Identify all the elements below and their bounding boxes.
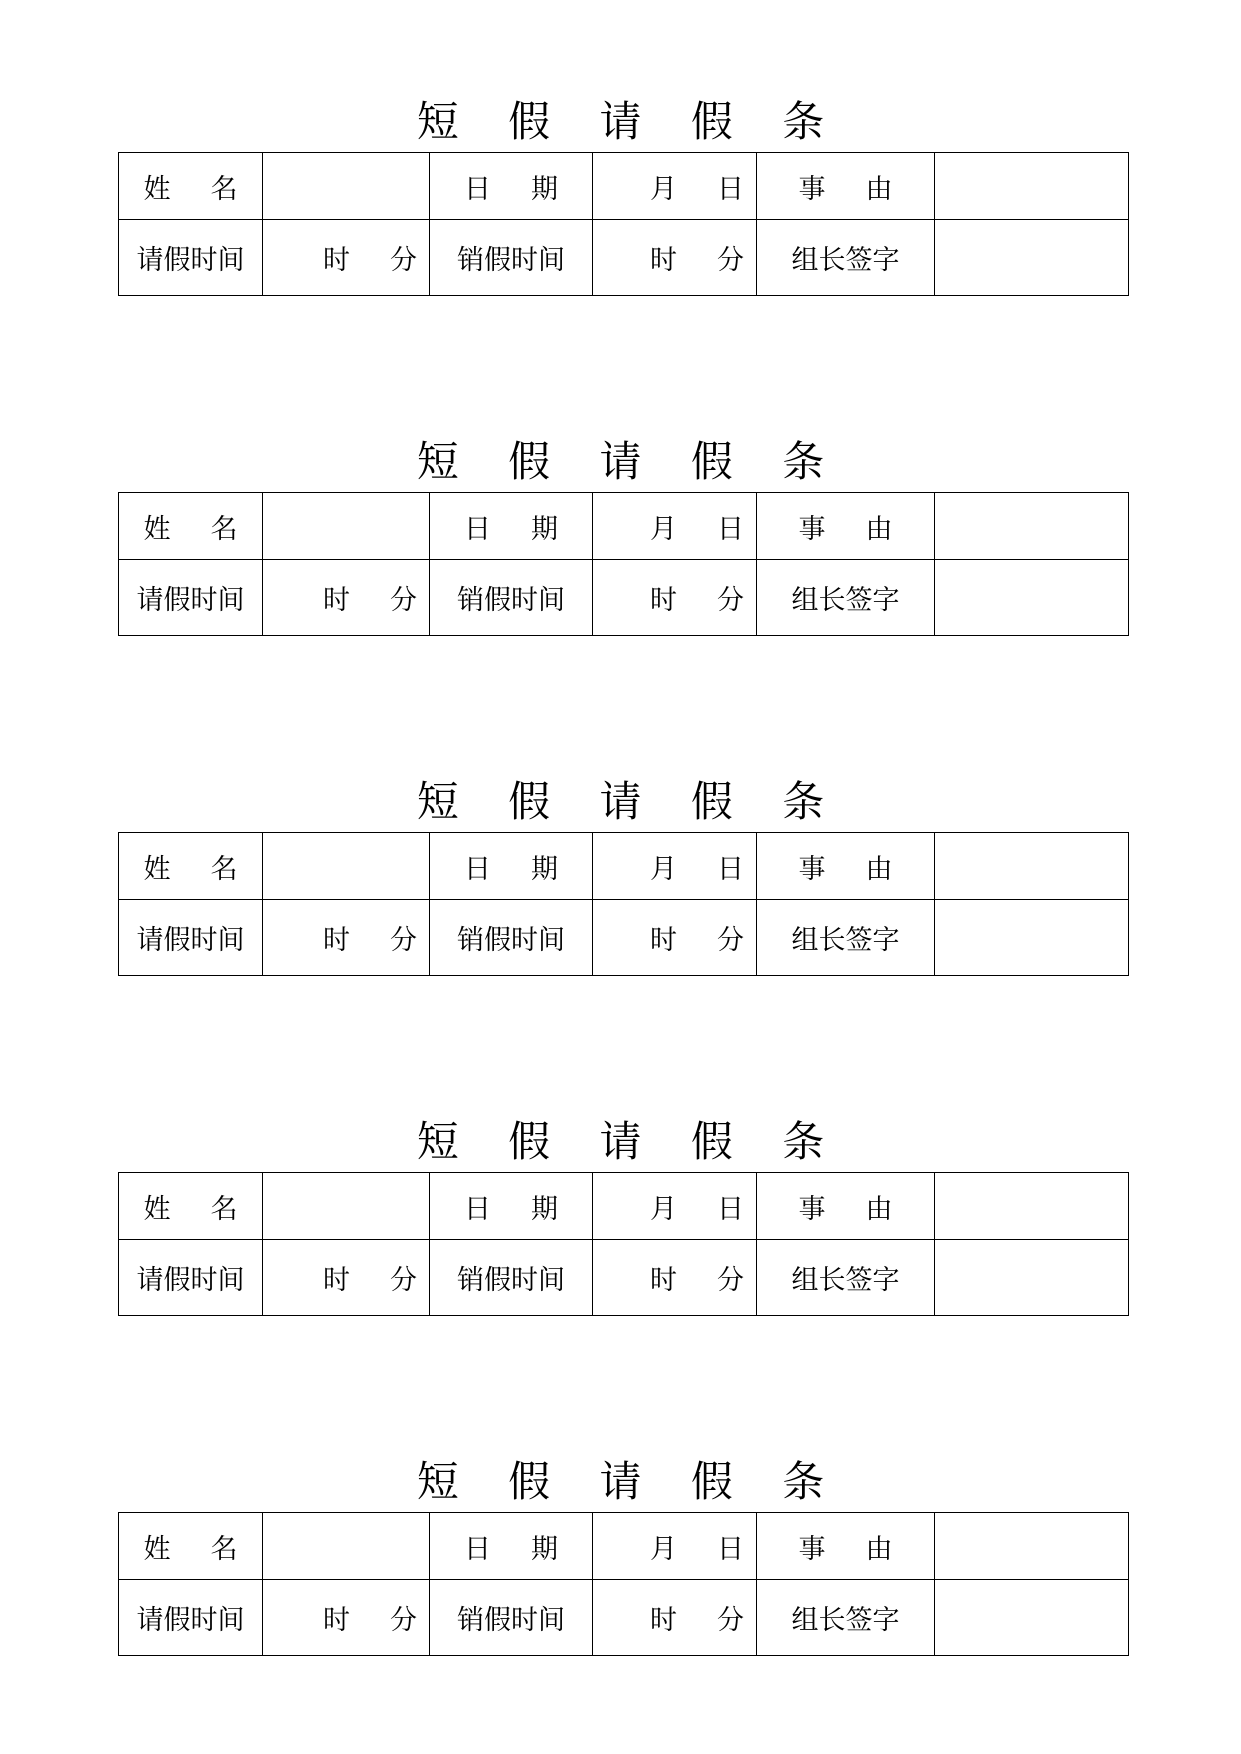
slip-title: 短 假 请 假 条 xyxy=(416,1457,843,1506)
leave-slip-table xyxy=(118,832,1129,976)
signature-input-cell[interactable] xyxy=(935,1580,1129,1656)
name-label-char2: 名 xyxy=(210,853,238,885)
slip-row-1 xyxy=(119,153,1129,220)
leave-slip-table xyxy=(118,1172,1129,1316)
return-hour-unit: 时 xyxy=(650,1605,677,1636)
signature-input-cell[interactable] xyxy=(935,1240,1129,1316)
name-label-char2: 名 xyxy=(210,1533,238,1565)
name-label-char2: 名 xyxy=(210,1193,238,1225)
reason-label-char2: 由 xyxy=(865,1533,893,1565)
leave-slip-table xyxy=(118,1512,1129,1656)
leave-time-label: 请假时间 xyxy=(119,900,263,976)
date-label-cell xyxy=(430,493,593,560)
slip-title: 短 假 请 假 条 xyxy=(416,437,843,486)
slip-row-2 xyxy=(119,900,1129,976)
reason-label-cell xyxy=(757,493,935,560)
date-label-char1: 日 xyxy=(464,513,491,545)
slip-row-2 xyxy=(119,1240,1129,1316)
date-input-cell[interactable] xyxy=(593,153,757,220)
date-input-cell[interactable] xyxy=(593,1173,757,1240)
leave-slip-5 xyxy=(0,1452,1241,1752)
reason-label-char2: 由 xyxy=(865,513,893,545)
name-label-cell xyxy=(119,153,263,220)
reason-label-cell xyxy=(757,1173,935,1240)
month-unit: 月 xyxy=(650,173,677,205)
reason-input-cell[interactable] xyxy=(935,493,1129,560)
slip-row-1 xyxy=(119,493,1129,560)
signature-label: 组长签字 xyxy=(757,900,935,976)
name-label-char1: 姓 xyxy=(143,513,171,545)
leave-slip-table xyxy=(118,492,1129,636)
signature-input-cell[interactable] xyxy=(935,560,1129,636)
leave-time-label: 请假时间 xyxy=(119,1240,263,1316)
slip-row-1 xyxy=(119,1513,1129,1580)
return-time-input-cell[interactable] xyxy=(593,560,757,636)
leave-time-input-cell[interactable] xyxy=(263,1580,430,1656)
date-label-char2: 期 xyxy=(531,173,558,205)
date-label-char1: 日 xyxy=(464,1193,491,1225)
slip-row-2 xyxy=(119,560,1129,636)
name-label-char1: 姓 xyxy=(143,853,171,885)
return-minute-unit: 分 xyxy=(717,245,744,276)
leave-time-label: 请假时间 xyxy=(119,220,263,296)
name-input-cell[interactable] xyxy=(263,1513,430,1580)
signature-label: 组长签字 xyxy=(757,220,935,296)
date-input-cell[interactable] xyxy=(593,833,757,900)
leave-minute-unit: 分 xyxy=(390,1605,417,1636)
slip-row-2 xyxy=(119,220,1129,296)
day-unit: 日 xyxy=(717,853,744,885)
return-time-label: 销假时间 xyxy=(430,1580,593,1656)
reason-label-char2: 由 xyxy=(865,1193,893,1225)
leave-time-input-cell[interactable] xyxy=(263,560,430,636)
leave-slip-3 xyxy=(0,772,1241,1072)
reason-label-cell xyxy=(757,1513,935,1580)
leave-minute-unit: 分 xyxy=(390,245,417,276)
slip-row-2 xyxy=(119,1580,1129,1656)
return-time-input-cell[interactable] xyxy=(593,1240,757,1316)
return-time-label: 销假时间 xyxy=(430,900,593,976)
leave-hour-unit: 时 xyxy=(323,1265,350,1296)
return-minute-unit: 分 xyxy=(717,1265,744,1296)
reason-label-char1: 事 xyxy=(798,1533,826,1565)
leave-time-label: 请假时间 xyxy=(119,1580,263,1656)
leave-slip-table xyxy=(118,152,1129,296)
leave-hour-unit: 时 xyxy=(323,585,350,616)
name-input-cell[interactable] xyxy=(263,153,430,220)
return-time-input-cell[interactable] xyxy=(593,900,757,976)
return-minute-unit: 分 xyxy=(717,925,744,956)
return-time-label: 销假时间 xyxy=(430,220,593,296)
reason-label-cell xyxy=(757,153,935,220)
reason-input-cell[interactable] xyxy=(935,833,1129,900)
slip-title: 短 假 请 假 条 xyxy=(416,97,843,146)
leave-slip-4 xyxy=(0,1112,1241,1412)
return-minute-unit: 分 xyxy=(717,585,744,616)
leave-slip-2 xyxy=(0,432,1241,732)
return-minute-unit: 分 xyxy=(717,1605,744,1636)
date-label-char2: 期 xyxy=(531,1533,558,1565)
return-hour-unit: 时 xyxy=(650,1265,677,1296)
day-unit: 日 xyxy=(717,173,744,205)
signature-label: 组长签字 xyxy=(757,1240,935,1316)
reason-input-cell[interactable] xyxy=(935,153,1129,220)
reason-label-char1: 事 xyxy=(798,853,826,885)
month-unit: 月 xyxy=(650,513,677,545)
slip-title: 短 假 请 假 条 xyxy=(416,1117,843,1166)
month-unit: 月 xyxy=(650,853,677,885)
signature-label: 组长签字 xyxy=(757,560,935,636)
date-input-cell[interactable] xyxy=(593,493,757,560)
name-label-cell xyxy=(119,493,263,560)
name-label-char1: 姓 xyxy=(143,173,171,205)
name-label-char1: 姓 xyxy=(143,1533,171,1565)
day-unit: 日 xyxy=(717,1533,744,1565)
return-hour-unit: 时 xyxy=(650,245,677,276)
name-label-char1: 姓 xyxy=(143,1193,171,1225)
signature-label: 组长签字 xyxy=(757,1580,935,1656)
date-input-cell[interactable] xyxy=(593,1513,757,1580)
date-label-char2: 期 xyxy=(531,853,558,885)
reason-input-cell[interactable] xyxy=(935,1513,1129,1580)
leave-hour-unit: 时 xyxy=(323,925,350,956)
slip-title: 短 假 请 假 条 xyxy=(416,777,843,826)
return-hour-unit: 时 xyxy=(650,925,677,956)
reason-label-char1: 事 xyxy=(798,173,826,205)
name-label-cell xyxy=(119,833,263,900)
name-label-char2: 名 xyxy=(210,173,238,205)
leave-minute-unit: 分 xyxy=(390,925,417,956)
date-label-cell xyxy=(430,833,593,900)
name-label-cell xyxy=(119,1513,263,1580)
date-label-char2: 期 xyxy=(531,513,558,545)
reason-input-cell[interactable] xyxy=(935,1173,1129,1240)
month-unit: 月 xyxy=(650,1193,677,1225)
signature-input-cell[interactable] xyxy=(935,900,1129,976)
leave-time-input-cell[interactable] xyxy=(263,900,430,976)
reason-label-char2: 由 xyxy=(865,853,893,885)
return-time-input-cell[interactable] xyxy=(593,1580,757,1656)
reason-label-char2: 由 xyxy=(865,173,893,205)
reason-label-char1: 事 xyxy=(798,1193,826,1225)
reason-label-cell xyxy=(757,833,935,900)
name-input-cell[interactable] xyxy=(263,1173,430,1240)
date-label-char1: 日 xyxy=(464,853,491,885)
name-label-char2: 名 xyxy=(210,513,238,545)
return-time-label: 销假时间 xyxy=(430,560,593,636)
slip-row-1 xyxy=(119,833,1129,900)
name-label-cell xyxy=(119,1173,263,1240)
name-input-cell[interactable] xyxy=(263,493,430,560)
date-label-cell xyxy=(430,1173,593,1240)
date-label-cell xyxy=(430,153,593,220)
date-label-char2: 期 xyxy=(531,1193,558,1225)
leave-hour-unit: 时 xyxy=(323,1605,350,1636)
date-label-char1: 日 xyxy=(464,1533,491,1565)
slip-row-1 xyxy=(119,1173,1129,1240)
day-unit: 日 xyxy=(717,513,744,545)
date-label-char1: 日 xyxy=(464,173,491,205)
leave-time-input-cell[interactable] xyxy=(263,220,430,296)
day-unit: 日 xyxy=(717,1193,744,1225)
return-time-label: 销假时间 xyxy=(430,1240,593,1316)
leave-time-input-cell[interactable] xyxy=(263,1240,430,1316)
leave-time-label: 请假时间 xyxy=(119,560,263,636)
leave-minute-unit: 分 xyxy=(390,1265,417,1296)
leave-slip-1 xyxy=(0,92,1241,392)
month-unit: 月 xyxy=(650,1533,677,1565)
name-input-cell[interactable] xyxy=(263,833,430,900)
leave-minute-unit: 分 xyxy=(390,585,417,616)
reason-label-char1: 事 xyxy=(798,513,826,545)
return-time-input-cell[interactable] xyxy=(593,220,757,296)
date-label-cell xyxy=(430,1513,593,1580)
return-hour-unit: 时 xyxy=(650,585,677,616)
leave-hour-unit: 时 xyxy=(323,245,350,276)
signature-input-cell[interactable] xyxy=(935,220,1129,296)
